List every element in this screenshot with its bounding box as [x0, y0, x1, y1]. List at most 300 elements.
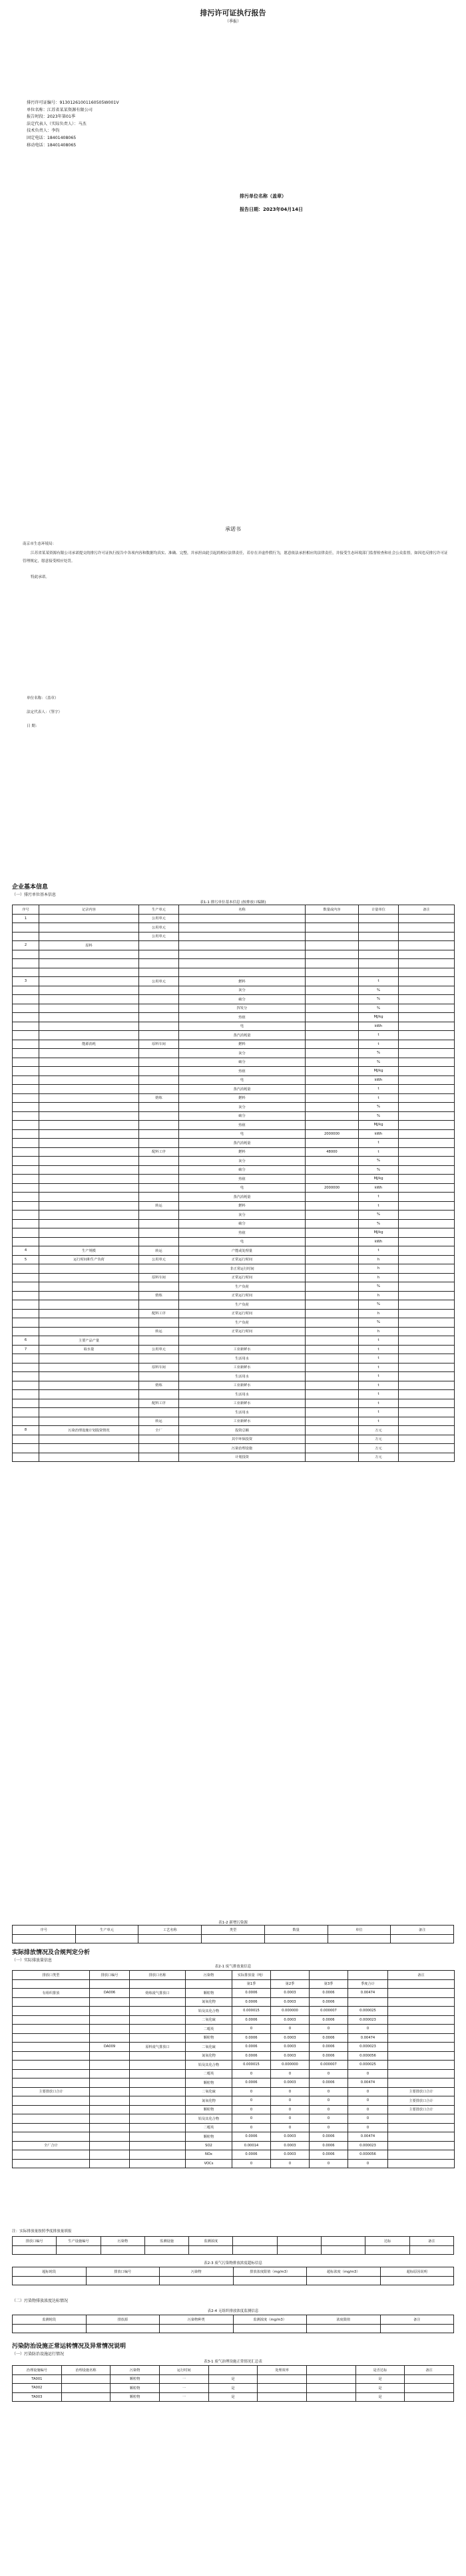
table-cell [399, 1067, 455, 1076]
table-row [13, 1067, 455, 1076]
table-cell [39, 1264, 139, 1274]
table-cell [306, 1300, 359, 1310]
table-cell: 2000000 [306, 1129, 359, 1139]
table-cell [13, 1291, 39, 1300]
table-cell: 0 [310, 2123, 348, 2132]
table-cell [139, 1139, 179, 1148]
table-cell [399, 959, 455, 968]
table-cell [13, 1390, 39, 1399]
table-cell: 热值 [179, 1067, 306, 1076]
table-header-cell: 序号 [13, 905, 39, 915]
table-cell: % [359, 1111, 399, 1121]
table-row [13, 1049, 455, 1058]
table-cell: 热值 [179, 1121, 306, 1130]
table-cell [399, 1013, 455, 1022]
table-cell [13, 2007, 90, 2016]
table-cell: 颗粒物 [111, 2392, 160, 2402]
table-header-cell: 序号 [13, 1926, 76, 1935]
table-row [13, 2043, 455, 2052]
table-cell: TA002 [13, 2384, 62, 2393]
table-cell: t [359, 1085, 399, 1094]
table-cell [90, 2114, 130, 2124]
table-cell [39, 1075, 139, 1085]
table-cell [399, 932, 455, 941]
table-cell: 0.000023 [348, 2141, 388, 2150]
table-row [13, 2324, 454, 2333]
table-cell [139, 1013, 179, 1022]
sign-date: 日 期： [27, 724, 39, 728]
table-header-cell: 达标 [365, 2237, 409, 2246]
table-cell [13, 2061, 90, 2070]
table-cell: 万元 [359, 1435, 399, 1444]
table-header-cell: 污染物 [101, 2237, 144, 2246]
cover-field: 移动电话：18401408065 [27, 142, 77, 148]
table-cell: t [359, 1246, 399, 1256]
table-cell [13, 1193, 39, 1202]
table-cell [139, 1211, 179, 1220]
table-cell: 0.000007 [310, 2007, 348, 2016]
cover-field: 排污许可证编号：91301261001160505W001V [27, 100, 119, 105]
table-row [13, 1129, 455, 1139]
table-cell [39, 1219, 139, 1228]
table-row [13, 1264, 455, 1274]
table-cell: t [359, 1363, 399, 1372]
table-cell [399, 1345, 455, 1354]
table-cell [13, 2069, 90, 2078]
table-cell [399, 1363, 455, 1372]
table-cell: 配料工序 [139, 1399, 179, 1408]
table-header-cell [310, 1971, 348, 1980]
table-cell [13, 1111, 39, 1121]
table-row [13, 932, 455, 941]
table-cell: 电 [179, 1129, 306, 1139]
table-cell [139, 1219, 179, 1228]
table-cell: 投资总额 [179, 1426, 306, 1435]
table-cell [388, 2141, 455, 2150]
table-cell: 0 [271, 2069, 310, 2078]
table-cell: 主要排放口合计 [388, 2087, 455, 2096]
table-cell: 2 [13, 941, 39, 950]
table-row [13, 1103, 455, 1112]
table-cell: 0 [348, 2087, 388, 2096]
table-cell: 0 [232, 2114, 271, 2124]
table-cell: 硫分 [179, 1111, 306, 1121]
table-cell [39, 1067, 139, 1076]
table-header-cell: 生产设施编号 [57, 2237, 101, 2246]
table-cell [13, 1067, 39, 1076]
table-cell [139, 1058, 179, 1067]
table-cell [13, 1049, 39, 1058]
table-cell [39, 1129, 139, 1139]
table-cell: 0.0006 [232, 2051, 271, 2061]
table-cell [13, 1273, 39, 1282]
table-cell [90, 2078, 130, 2088]
table-cell: 0.0006 [232, 2015, 271, 2025]
table-header-row [13, 2237, 454, 2246]
table-cell [13, 2033, 90, 2043]
table-header-cell: 超标原因说明 [380, 2267, 454, 2277]
table-cell [39, 1354, 139, 1363]
table-cell [399, 914, 455, 923]
table-cell [388, 2078, 455, 2088]
table-cell [39, 1399, 139, 1408]
table-cell: 0.0006 [310, 2033, 348, 2043]
table-cell: 0.00014 [232, 2141, 271, 2150]
table-cell: 生产负荷 [179, 1318, 306, 1328]
table-cell [306, 2384, 355, 2393]
table-row [13, 1175, 455, 1184]
table-cell: 生活用水 [179, 1372, 306, 1381]
table-row [13, 2276, 454, 2285]
table-cell [399, 968, 455, 977]
table-cell [39, 1318, 139, 1328]
table-cell [399, 1040, 455, 1049]
table-cell: 生产规模 [39, 1246, 139, 1256]
table-cell [13, 932, 39, 941]
table24-caption: 表2-4 无组织排放浓度监测信息 [207, 2309, 259, 2313]
section2-sub3: （二）污染物排放浓度达标情况 [12, 2299, 69, 2303]
table-row [13, 2392, 454, 2402]
table-cell: 0.000025 [348, 2061, 388, 2070]
table-cell [399, 1121, 455, 1130]
table-cell [39, 1193, 139, 1202]
table-cell: 燃料 [179, 1201, 306, 1211]
table-row [13, 1426, 455, 1435]
table-cell: 0 [232, 2025, 271, 2034]
table-cell [13, 1327, 39, 1336]
table-cell [306, 1318, 359, 1328]
table-cell [306, 986, 359, 995]
table-cell [139, 1453, 179, 1462]
table-cell: 二噁英 [186, 2025, 232, 2034]
table-cell: 0.000015 [232, 2061, 271, 2070]
table-cell [399, 1085, 455, 1094]
table-cell: 热值 [179, 1175, 306, 1184]
table-cell [405, 2374, 454, 2384]
table-cell [179, 941, 306, 950]
table-cell [388, 1997, 455, 2007]
table-cell: 二氧化硫 [186, 2043, 232, 2052]
table-cell [399, 1390, 455, 1399]
table-cell [306, 1363, 359, 1372]
table-cell: 0 [310, 2087, 348, 2096]
table-cell: 0.0006 [232, 1989, 271, 1998]
table-cell [39, 1417, 139, 1426]
table-cell [306, 1264, 359, 1274]
table-row [13, 968, 455, 977]
table-cell [306, 1345, 359, 1354]
table-row [13, 2033, 455, 2043]
table-cell [130, 2078, 186, 2088]
table-2-3 [12, 2267, 454, 2285]
table-cell [130, 2105, 186, 2114]
cover-field: 固定电话：18401408065 [27, 135, 77, 140]
section2-sub: （一）实际排放量信息 [12, 1958, 53, 1963]
table-row [13, 1165, 455, 1175]
table-cell: 蒸汽消耗量 [179, 1085, 306, 1094]
report-title: 排污许可证执行报告 [200, 9, 266, 17]
table-cell [139, 1318, 179, 1328]
table-cell: % [359, 1165, 399, 1175]
section3-sub: （一）污染防治设施运行情况 [12, 2352, 65, 2357]
table-cell: VOCs [186, 2159, 232, 2168]
table-cell [39, 1444, 139, 1453]
table-cell: 电 [179, 1183, 306, 1193]
commitment-title: 承诺书 [225, 526, 241, 532]
table-row [13, 2051, 455, 2061]
table-cell: 原料废气排放口 [130, 2043, 186, 2052]
table-cell [13, 968, 39, 977]
table-cell [258, 2392, 307, 2402]
table-cell [399, 1309, 455, 1318]
table-cell [13, 2096, 90, 2106]
table-cell [359, 950, 399, 959]
table-cell [399, 1111, 455, 1121]
table-cell [139, 995, 179, 1004]
table-cell [139, 1175, 179, 1184]
table-row [13, 1381, 455, 1390]
table-row [13, 1228, 455, 1238]
table-cell [39, 1004, 139, 1013]
table-cell: MJ/kg [359, 1121, 399, 1130]
table-row [13, 1246, 455, 1256]
table-cell: 0 [348, 2123, 388, 2132]
table-cell: MJ/kg [359, 1067, 399, 1076]
table-cell [13, 2025, 90, 2034]
table-cell [90, 2025, 130, 2034]
table-cell [13, 1381, 39, 1390]
table-cell: 熔炼 [139, 1093, 179, 1103]
table-row [13, 1058, 455, 1067]
table-header-cell: 排放口编号 [13, 2237, 57, 2246]
table-cell [130, 2025, 186, 2034]
table-cell: 转运 [139, 1327, 179, 1336]
table-header-cell [233, 2237, 277, 2246]
table-header-cell: 监测时段 [13, 2315, 87, 2325]
table-cell: 0.0003 [271, 1989, 310, 1998]
table-cell [306, 1291, 359, 1300]
table-cell [139, 1390, 179, 1399]
table-header-cell [306, 2366, 355, 2375]
table-cell: % [359, 1300, 399, 1310]
table-cell [13, 1219, 39, 1228]
table-cell: h [359, 1255, 399, 1264]
table-cell [388, 2123, 455, 2132]
table-cell [139, 1049, 179, 1058]
table-row [13, 1291, 455, 1300]
table-cell: % [359, 995, 399, 1004]
table-cell [139, 1004, 179, 1013]
table-cell [258, 2384, 307, 2393]
table-cell [13, 1004, 39, 1013]
table-cell: 一 [159, 2392, 208, 2402]
table-cell: 熔炼废气排放口 [130, 1989, 186, 1998]
table-cell [399, 941, 455, 950]
table-cell: 主要排放口合计 [388, 2096, 455, 2106]
table-cell [139, 1408, 179, 1417]
table-cell [139, 1193, 179, 1202]
table-cell: h [359, 1327, 399, 1336]
table-cell: 运行时间和生产负荷 [39, 1255, 139, 1264]
table-cell: 硫分 [179, 1058, 306, 1067]
table-cell: t [359, 1417, 399, 1426]
table-header-cell: 工艺名称 [138, 1926, 202, 1935]
table-cell: 电 [179, 1022, 306, 1031]
table-cell [13, 986, 39, 995]
table-cell: 0.0006 [232, 1997, 271, 2007]
table-row [13, 1282, 455, 1292]
table-cell: 工业新鲜水 [179, 1381, 306, 1390]
table-cell: 0 [348, 2069, 388, 2078]
table-cell [306, 1327, 359, 1336]
table-cell: h [359, 1291, 399, 1300]
table-cell: 灰分 [179, 1049, 306, 1058]
table-row [13, 2025, 455, 2034]
table-cell [306, 1228, 359, 1238]
table-row [13, 1453, 455, 1462]
table-row [13, 1300, 455, 1310]
table-cell [39, 1273, 139, 1282]
table-cell [399, 1282, 455, 1292]
table-header-cell [130, 1979, 186, 1989]
table-cell [39, 1327, 139, 1336]
table-cell: % [359, 1282, 399, 1292]
cover-page [0, 0, 466, 346]
table-cell [399, 1444, 455, 1453]
table-row [13, 986, 455, 995]
table-cell [306, 1354, 359, 1363]
commitment-paragraph: 江苏省某某资源有限公司承诺提交的排污许可证执行报告中各项内容和数据均真实、准确、完整，并承担由此引起的相应法律责任，若存在弄虚作假行为，愿意依法承担相应的法律责任，并接受生态环境部门监督检查和社会公众监督，如因违反排污许可证管理规定，愿意接受相应处罚。 [23, 551, 448, 563]
table-cell [13, 2015, 90, 2025]
table-cell: 公用单元 [139, 1345, 179, 1354]
table-cell [399, 1417, 455, 1426]
table-cell [399, 1237, 455, 1246]
table-cell: 是 [355, 2374, 405, 2384]
table-cell: 0 [310, 2025, 348, 2034]
table-1-2 [12, 1925, 454, 1943]
table-cell: 0.0003 [271, 2033, 310, 2043]
table-row [13, 1309, 455, 1318]
table-cell: 0.0003 [271, 2132, 310, 2142]
table-row [13, 1139, 455, 1148]
table-cell: 0.000000 [271, 2061, 310, 2070]
table-cell: 是 [208, 2392, 258, 2402]
table-cell: 公用单元 [139, 914, 179, 923]
table-cell: 转运 [139, 1246, 179, 1256]
table-cell [399, 1300, 455, 1310]
table-cell [139, 1022, 179, 1031]
table-header-cell: 超标时段 [13, 2267, 87, 2277]
table-cell [306, 1022, 359, 1031]
table-subheader-cell: 第2季 [271, 1979, 310, 1989]
table-cell: 燃料 [179, 1093, 306, 1103]
table-header-cell: 数量 [264, 1926, 328, 1935]
table-header-cell: 生产单元 [139, 905, 179, 915]
table-cell [179, 950, 306, 959]
table-cell [13, 1157, 39, 1166]
table-cell [13, 1363, 39, 1372]
table-cell [306, 1255, 359, 1264]
table-cell [13, 959, 39, 968]
table-cell: 4 [13, 1246, 39, 1256]
table-cell [306, 1049, 359, 1058]
table-header-cell: 备注 [399, 905, 455, 915]
table-cell: 0.0006 [310, 2015, 348, 2025]
table-row [13, 1444, 455, 1453]
table-row [13, 977, 455, 986]
table-cell: 正常运行时间 [179, 1309, 306, 1318]
table-cell: 8 [13, 1426, 39, 1435]
table-cell [61, 2392, 111, 2402]
table-cell: 颗粒物 [186, 2033, 232, 2043]
table-cell [179, 914, 306, 923]
table-row [13, 959, 455, 968]
table-cell [306, 1013, 359, 1022]
table-cell: 一 [159, 2374, 208, 2384]
table-cell: 颗粒物 [186, 2105, 232, 2114]
table-cell [13, 1264, 39, 1274]
table-cell [388, 2132, 455, 2142]
table-cell [306, 1309, 359, 1318]
table-cell [39, 1121, 139, 1130]
table-cell: 工业新鲜水 [179, 1417, 306, 1426]
table-cell [348, 1997, 388, 2007]
table-cell [359, 959, 399, 968]
cover-field: 单位名称：江苏省某某资源有限公司 [27, 107, 93, 112]
table-cell: 0 [271, 2025, 310, 2034]
table-cell: t [359, 1390, 399, 1399]
table-row [13, 1013, 455, 1022]
table11-caption: 表1-1 排污单位基本信息 (按排放口编制) [200, 901, 266, 905]
table-cell [61, 2374, 111, 2384]
table-cell: 颗粒物 [186, 2078, 232, 2088]
table-cell: % [359, 1103, 399, 1112]
table-cell [139, 1129, 179, 1139]
table-cell: t [359, 1354, 399, 1363]
table-row [13, 1022, 455, 1031]
table-2-4 [12, 2315, 454, 2333]
table-cell: 挥发分 [179, 1004, 306, 1013]
table-cell: 配料工序 [139, 1309, 179, 1318]
table-cell: 一 [159, 2384, 208, 2393]
table-cell [306, 968, 359, 977]
table-cell [39, 1183, 139, 1193]
table-row [13, 1390, 455, 1399]
table-cell [39, 1237, 139, 1246]
table-cell [13, 2105, 90, 2114]
table-cell: 全厂合计 [13, 2141, 90, 2150]
table-cell [399, 1183, 455, 1193]
table-cell [90, 2096, 130, 2106]
table-cell: 0 [348, 2105, 388, 2114]
table-cell [13, 2043, 90, 2052]
table-cell [39, 1175, 139, 1184]
table-cell: 公用单元 [139, 977, 179, 986]
table-cell [13, 1147, 39, 1157]
table-cell: 0.0006 [232, 2150, 271, 2160]
table-cell [130, 2061, 186, 2070]
table-cell [306, 1093, 359, 1103]
commitment-paragraph: 特此承诺。 [31, 575, 49, 579]
table-cell [306, 923, 359, 932]
table-cell: t [359, 1399, 399, 1408]
table-cell [399, 1193, 455, 1202]
cover-field: 报告时段：2023年第01季 [27, 114, 76, 120]
table-cell: 0 [348, 2114, 388, 2124]
table-cell [39, 1291, 139, 1300]
table-cell [39, 1453, 139, 1462]
table-cell: 0 [310, 2096, 348, 2106]
